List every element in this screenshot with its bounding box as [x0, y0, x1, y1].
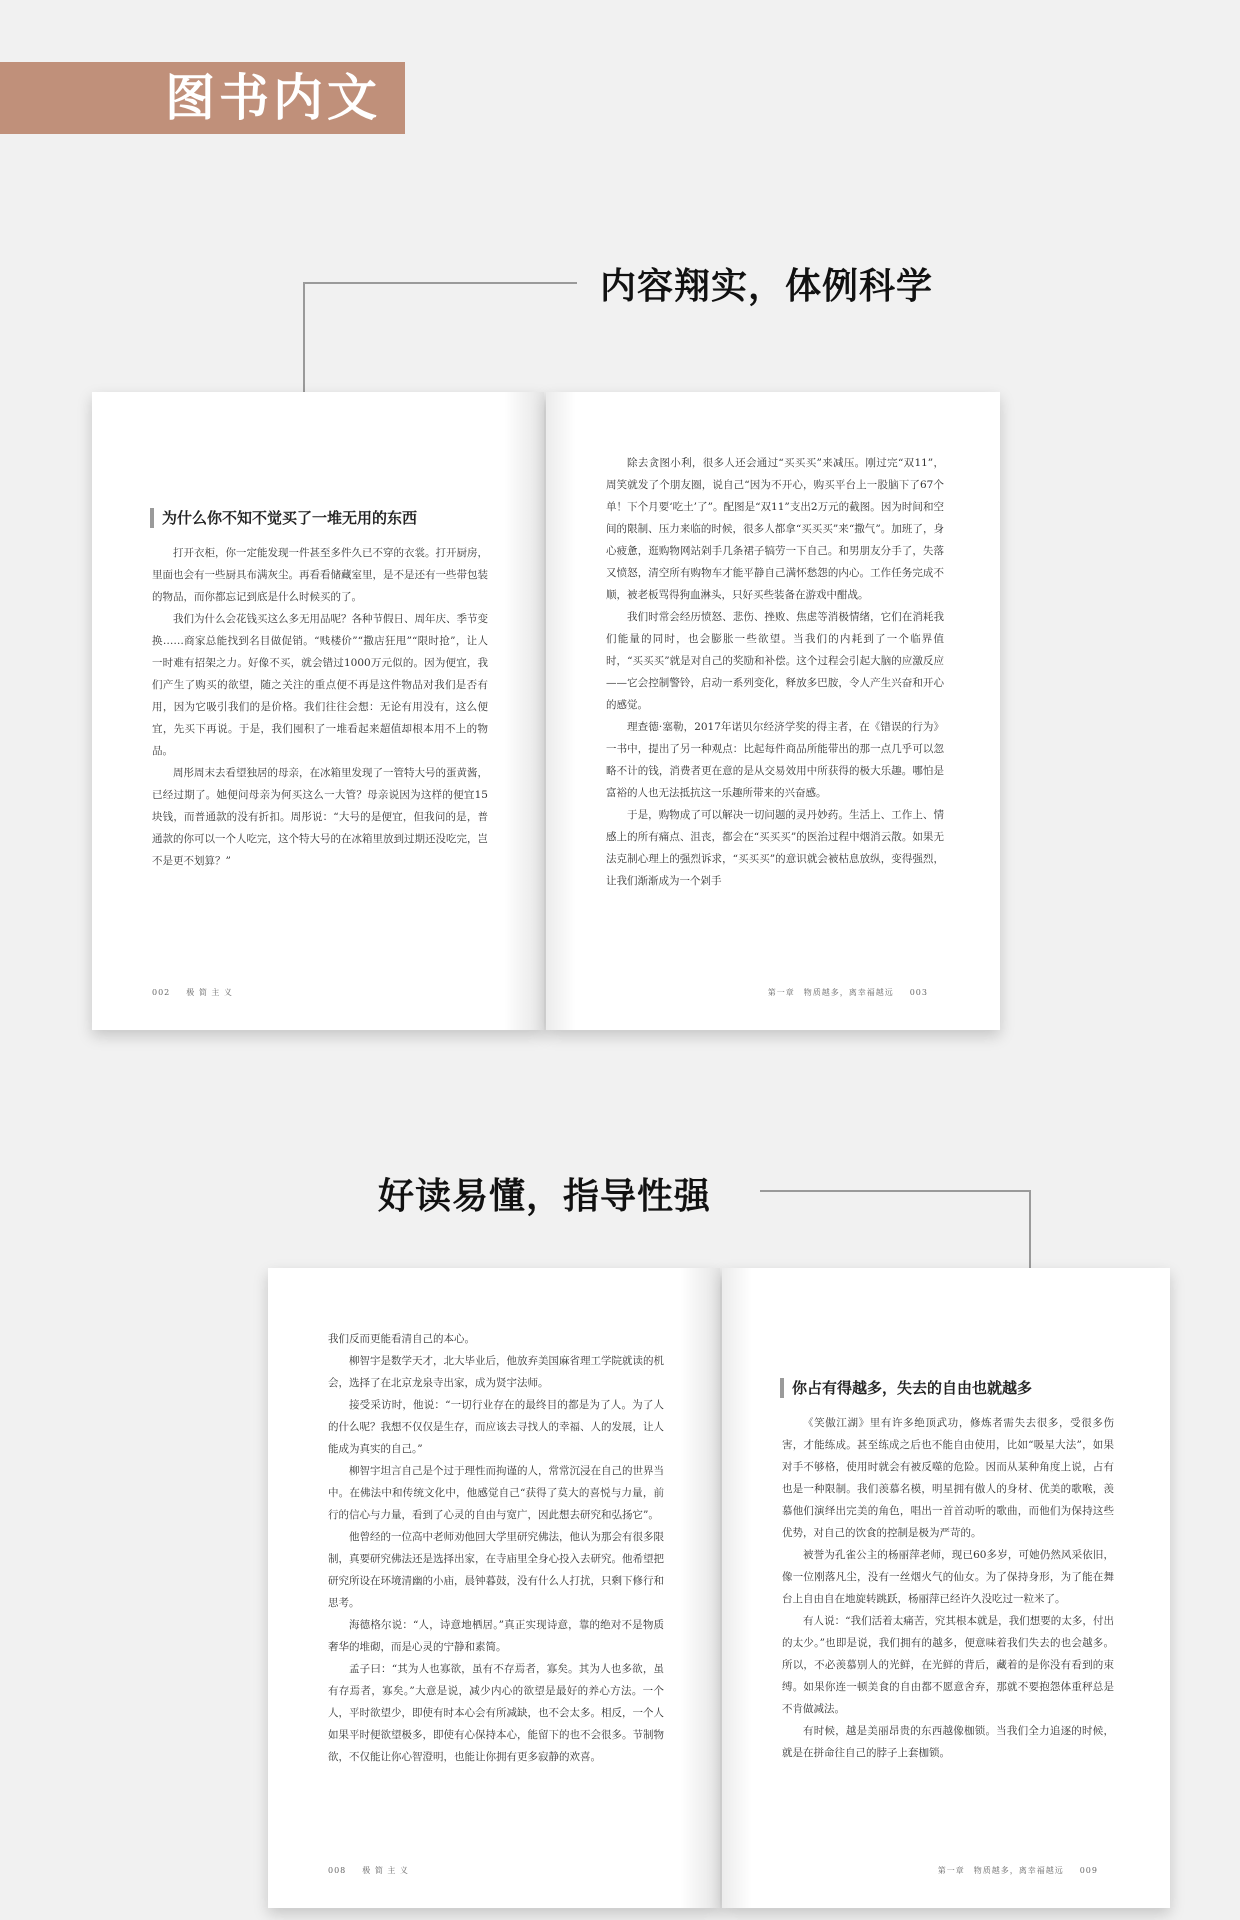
- running-title: 第一章 物质越多，离幸福越远: [937, 1866, 1064, 1875]
- paragraph: 接受采访时，他说：“一切行业存在的最终目的都是为了人。为了人的什么呢？我想不仅仅是生存，而应该去寻找人的幸福、人的发展，让人能成为真实的自己。”: [328, 1399, 664, 1455]
- paragraph: 柳智宇是数学天才，北大毕业后，他放弃美国麻省理工学院就读的机会，选择了在北京龙泉寺出家，成为贤宇法师。: [328, 1355, 664, 1389]
- paragraph: 理查德·塞勒，2017年诺贝尔经济学奖的得主者，在《错误的行为》一书中，提出了另一种观点：比起每件商品所能带出的那一点几乎可以忽略不计的钱，消费者更在意的是从交易效用中所获得的极大乐趣。哪怕是富裕的人也无法抵抗这一乐趣所带来的兴奋感。: [606, 721, 944, 799]
- paragraph: 我们为什么会花钱买这么多无用品呢？各种节假日、周年庆、季节变换……商家总能找到名目做促销。“贱楼价”“撒店狂甩”“限时抢”，让人一时难有招架之力。好像不买，就会错过1000万元似的。因为便宜，我们产生了购买的欲望，随之关注的重点便不再是这件物品对我们是否有用，因为它吸引我们的是价格。我们往往会想：无论有用没有，这么便宜，先买下再说。于是，我们囤积了一堆看起来超值却根本用不上的物品。: [152, 613, 488, 757]
- page-footer: [938, 1865, 1114, 1876]
- page-number: 009: [1079, 1866, 1098, 1875]
- paragraph: 他曾经的一位高中老师劝他回大学里研究佛法，他认为那会有很多限制，真要研究佛法还是选择出家，在寺庙里全身心投入去研究。他希望把研究所设在环境清幽的小庙，晨钟暮鼓，没有什么人打扰，只剩下修行和思考。: [328, 1531, 664, 1609]
- page-footer: [768, 987, 944, 998]
- paragraph: 除去贪图小利，很多人还会通过“买买买”来减压。刚过完“双11”，周笑就发了个朋友圈，说自己“因为不开心，购买平台上一股脑下了67个单！下个月要‘吃土’了”。配图是“双11”支出2万元的截图。因为时间和空间的限制、压力来临的时候，很多人都拿“买买买”来“撒气”。加班了，身心疲惫，逛购物网站剁手几条裙子犒劳一下自己。和男朋友分手了，失落又愤怒，清空所有购物车才能平静自己满怀愁怨的内心。工作任务完成不顺，被老板骂得狗血淋头，只好买些装备在游戏中酣战。: [606, 457, 944, 601]
- page-number: 003: [909, 988, 928, 997]
- connector-line: [303, 282, 577, 284]
- paragraph: 海德格尔说：“人，诗意地栖居。”真正实现诗意，靠的绝对不是物质奢华的堆砌，而是心灵的宁静和素简。: [328, 1619, 664, 1653]
- page-footer: [328, 1865, 425, 1876]
- paragraph: 孟子曰：“其为人也寡欲，虽有不存焉者，寡矣。其为人也多欲，虽有存焉者，寡矣。”大意是说，减少内心的欲望是最好的养心方法。一个人，平时欲望少，即使有时本心会有所减缺，也不会太多。相反，一个人如果平时便欲望极多，即使有心保持本心，能留下的也不会很多。节制物欲，不仅能让你心智澄明，也能让你拥有更多寂静的欢喜。: [328, 1663, 664, 1763]
- page-number: 002: [152, 988, 171, 997]
- paragraph: 打开衣柜，你一定能发现一件甚至多件久已不穿的衣裳。打开厨房，里面也会有一些厨具布满灰尘。再看看储藏室里，是不是还有一些带包装的物品，而你都忘记到底是什么时候买的了。: [152, 547, 488, 603]
- page-number: 008: [328, 1866, 347, 1875]
- book-page-left-1: [92, 392, 544, 1030]
- paragraph: 被誉为孔雀公主的杨丽萍老师，现已60多岁，可她仍然风采依旧，像一位刚落凡尘，没有一丝烟火气的仙女。为了保持身形，为了能在舞台上自由自在地旋转跳跃，杨丽萍已经许久没吃过一粒米了。: [782, 1549, 1114, 1605]
- section-title: 为什么你不知不觉买了一堆无用的东西: [150, 508, 488, 528]
- banner-title: 图书内文: [165, 68, 381, 127]
- paragraph: 我们时常会经历愤怒、悲伤、挫败、焦虑等消极情绪，它们在消耗我们能量的同时，也会膨胀一些欲望。当我们的内耗到了一个临界值时，“买买买”就是对自己的奖励和补偿。这个过程会引起大脑的应激反应——它会控制警铃，启动一系列变化，释放多巴胺，令人产生兴奋和开心的感觉。: [606, 611, 944, 711]
- paragraph: 我们反而更能看清自己的本心。: [328, 1333, 475, 1345]
- book-page-right-1: [546, 392, 1000, 1030]
- paragraph: 于是，购物成了可以解决一切问题的灵丹妙药。生活上、工作上、情感上的所有痛点、沮丧，都会在“买买买”的医治过程中烟消云散。如果无法克制心理上的强烈诉求，“买买买”的意识就会被枯息放纵，变得强烈，让我们渐渐成为一个剁手: [606, 809, 944, 887]
- book-page-left-2: [268, 1268, 720, 1908]
- paragraph: 有时候，越是美丽昂贵的东西越像枷锁。当我们全力追逐的时候，就是在拼命往自己的脖子上套枷锁。: [782, 1725, 1114, 1759]
- running-title: 极 简 主 义: [186, 988, 233, 997]
- section-banner: [0, 62, 405, 134]
- running-title: 极 简 主 义: [362, 1866, 409, 1875]
- connector-line: [760, 1190, 1030, 1192]
- section-title: 你占有得越多，失去的自由也就越多: [780, 1378, 1114, 1398]
- paragraph: 有人说：“我们活着太痛苦，究其根本就是，我们想要的太多，付出的太少。”也即是说，我们拥有的越多，便意味着我们失去的也会越多。所以，不必羡慕别人的光鲜，在光鲜的背后，藏着的是你没有看到的束缚。如果你连一顿美食的自由都不愿意舍弃，那就不要抱怨体重秤总是不肯做减法。: [782, 1615, 1114, 1715]
- feature-heading-content: 内容翔实，体例科学: [600, 266, 934, 307]
- page-footer: [152, 987, 249, 998]
- paragraph: 《笑傲江湖》里有许多绝顶武功，修炼者需失去很多，受很多伤害，才能练成。甚至练成之后也不能自由使用，比如“吸星大法”，如果对手不够格，使用时就会有被反噬的危险。因而从某种角度上说，占有也是一种限制。我们羡慕名模，明星拥有傲人的身材、优美的歌喉，羡慕他们演绎出完美的角色，唱出一首首动听的歌曲，而他们为保持这些优势，对自己的饮食的控制是极为严苛的。: [782, 1417, 1114, 1539]
- book-page-right-2: [722, 1268, 1170, 1908]
- running-title: 第一章 物质越多，离幸福越远: [767, 988, 894, 997]
- paragraph: 柳智宇坦言自己是个过于理性而拘谨的人，常常沉浸在自己的世界当中。在佛法中和传统文化中，他感觉自己“获得了莫大的喜悦与力量，前行的信心与力量，看到了心灵的自由与宽广，因此想去研究和弘扬它”。: [328, 1465, 664, 1521]
- feature-heading-readability: 好读易懂，指导性强: [378, 1176, 712, 1217]
- paragraph: 周彤周末去看望独居的母亲，在冰箱里发现了一管特大号的蛋黄酱，已经过期了。她便问母亲为何买这么一大管？母亲说因为这样的便宜15块钱，而普通款的没有折扣。周彤说：“大号的是便宜，但我问的是，普通款的你可以一个人吃完，这个特大号的在冰箱里放到过期还没吃完，岂不是更不划算？”: [152, 767, 488, 867]
